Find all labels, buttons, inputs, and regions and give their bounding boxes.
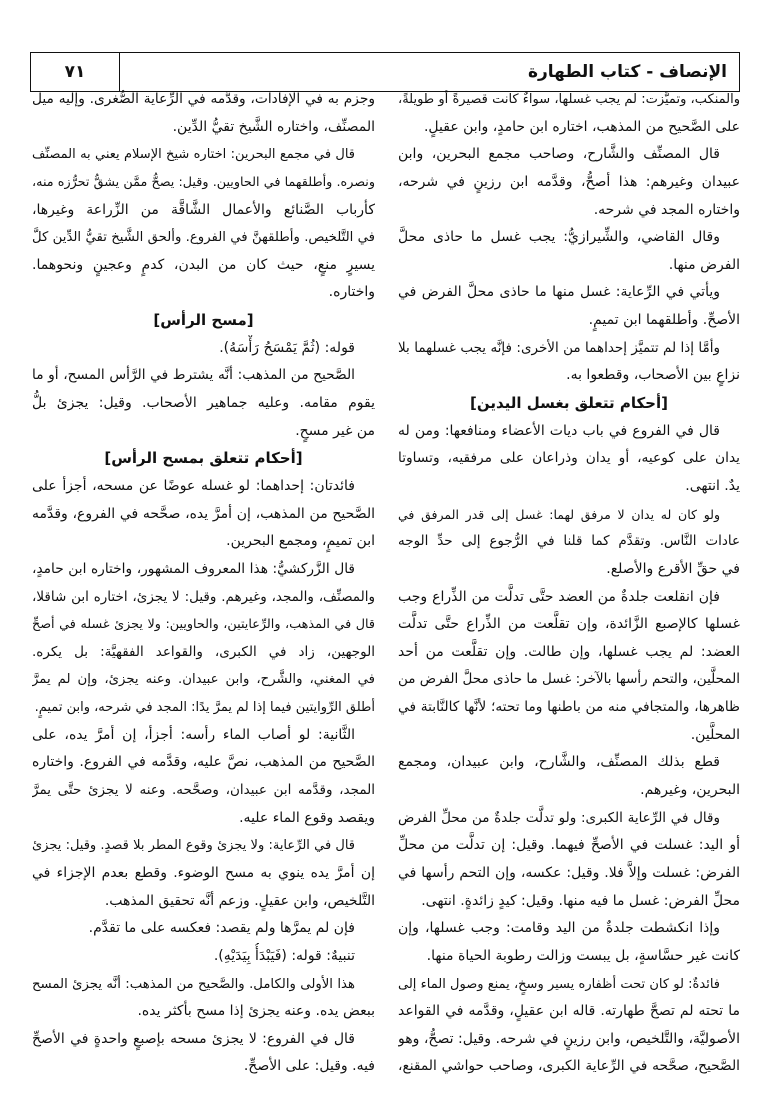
text-line: البحرين، وغيرهم.	[640, 782, 740, 799]
text-line: قطع بذلك المصنِّف، والشَّارح، وابن عبيدان، ومجمع	[398, 754, 720, 771]
paragraph	[32, 943, 375, 971]
text-line: يسيرٍ منعٍ، حيث كان من البدن، كدمٍ وعجينٍ ونحوهما.	[32, 256, 375, 273]
text-line: ويأتي في الرِّعاية: غسل منها ما حاذى محلَّ الفرض في	[398, 284, 720, 301]
paragraph	[32, 86, 375, 141]
paragraph	[398, 501, 740, 584]
text-line: ويقصد وقوع الماء عليه.	[239, 809, 375, 826]
text-line: وقال القاضي، والشِّيرازيُّ: يجب غسل ما حاذى محلَّ	[398, 229, 720, 246]
text-line: ظاهرها، والمتجافي منه من باطنها وما تحته؛ لأنَّها كالنَّابتة في	[398, 699, 740, 716]
text-line: وجزم به في الإفادات، وقدَّمه في الرِّعاية الصُّغرى. وإليه ميل	[32, 91, 375, 107]
text-line: المصنِّف، واختاره الشَّيخ تقيُّ الدِّين.	[172, 118, 375, 135]
text-line: فائدتان: إحداهما: لو غسله عوضًا عن مسحه، أجزأ على	[32, 477, 355, 494]
text-line: أو اليد: غسلت في الأصحِّ فيهما. وقيل: إن تدلَّت من محلِّ	[398, 837, 740, 854]
text-line: وقال في الرِّعاية الكبرى: ولو تدلَّت جلدةٌ من محلِّ الفرض	[398, 809, 720, 826]
paragraph	[398, 805, 740, 916]
heading-text: [أحكام تتعلق بمسح الرأس]	[104, 449, 303, 468]
paragraph	[398, 141, 740, 224]
text-line: قال في الفروع: لا يجزئ مسحه بإصبعٍ واحدةٍ في الأصحِّ	[32, 1030, 355, 1047]
heading-text: [أحكام تتعلق بغسل اليدين]	[470, 394, 668, 413]
text-line: ابن تميمٍ، ومجمع البحرين.	[226, 533, 375, 550]
text-line: الوجهين، زاد في الكبرى، والقواعد الفقهيَّة: بل يكره.	[32, 643, 375, 660]
text-line: ولو كان له يدان لا مرفق لهما: غسل إلى قدر المرفق في	[398, 506, 720, 522]
right-text-column	[398, 86, 740, 1081]
paragraph	[32, 1026, 375, 1081]
text-line: في التَّلخيص. وأطلقهنَّ في الفروع. وألحق الشَّيخ تقيُّ الدِّين كلَّ	[32, 230, 375, 246]
text-line: إن أمرَّ يده ينوي به مسح الوضوء. وقطع بعدم الإجزاء في	[32, 864, 375, 881]
text-line: ببعض يده. وعنه يجزئ إذا مسح بأكثر يده.	[137, 1003, 375, 1020]
paragraph	[32, 473, 375, 556]
paragraph	[398, 971, 740, 1082]
text-line: قال في الفروع في باب ديات الأعضاء ومنافعها: ومن له	[398, 422, 720, 439]
text-line: هذا الأولى والكامل. والصَّحيح من المذهب: أنَّه يجزئ المسح	[32, 976, 355, 992]
text-line: واختاره.	[328, 284, 375, 301]
text-line: قوله: (ثُمَّ يَمْسَحُ رَأْسَهُ).	[219, 339, 355, 356]
text-line: على الصَّحيح من المذهب، اختاره ابن حامدٍ، وابن عقيلٍ.	[423, 118, 740, 135]
paragraph	[32, 832, 375, 915]
paragraph	[32, 971, 375, 1026]
text-line: فإن انقلعت جلدةٌ من العضد حتَّى تدلَّت من الذِّراع وجب	[398, 588, 720, 605]
text-line: المحلَّين، والتحم رأسها بالآخر: غسل ما حاذى محلَّ الفرض من	[398, 671, 740, 688]
text-line: أطلق الرِّوايتين فيما إذا لم يمرَّ يدًا: المجد في شرحه، وابن تميمٍ.	[34, 700, 375, 716]
text-line: قال الزَّركشيُّ: هذا المعروف المشهور، واختاره ابن حامدٍ،	[32, 560, 355, 577]
text-line: ما تحته لم تصحَّ طهارته. قاله ابن عقيلٍ، وقدَّمه في القواعد	[398, 1003, 740, 1020]
text-line: غسلها كالإصبع الزَّائدة، وإن تقلَّعت من الذِّراع حتَّى تدلَّت	[398, 616, 740, 633]
left-text-column	[32, 86, 375, 1081]
paragraph	[398, 335, 740, 390]
text-line: فيه. وقيل: على الأصحِّ.	[243, 1058, 375, 1075]
paragraph	[32, 915, 375, 943]
text-line: فائدةٌ: لو كان تحت أظفاره يسير وسخٍ، يمنع وصول الماء إلى	[398, 976, 720, 992]
section-heading	[32, 445, 375, 473]
text-line: واختاره المجد في شرحه.	[593, 201, 740, 218]
text-line: كانت غير حسَّاسةٍ، بل يبست وزالت رطوبة الحياة منها.	[426, 947, 740, 964]
text-line: الأصحِّ. وأطلقهما ابن تميمٍ.	[588, 312, 740, 329]
section-heading	[398, 390, 740, 418]
text-line: الصَّحيح من المذهب، إن أمرَّ يده، صحَّحه في الفروع، وقدَّمه	[32, 505, 375, 522]
text-line: الثَّانية: لو أصاب الماء رأسه: أجزأ، إن أمرَّ يده، على	[32, 726, 355, 743]
paragraph	[398, 224, 740, 279]
text-line: قال في مجمع البحرين: اختاره شيخ الإسلام يعني به المصنِّف	[32, 147, 355, 163]
page-number: ٧١	[31, 53, 120, 91]
text-line: قال في الرِّعاية: ولا يجزئ وقوع المطر بلا قصدٍ. وقيل: يجزئ	[32, 838, 355, 854]
text-line: نزاعٍ بين الأصحاب، وقطعوا به.	[566, 367, 740, 384]
text-line: كأرباب الصَّنائع والأعمال الشَّاقَّة من الزِّراعة وغيرها،	[32, 201, 375, 218]
paragraph	[32, 141, 375, 307]
heading-text: [مسح الرأس]	[153, 311, 254, 330]
text-line: قال في المذهب، والرِّعايتين، والحاويين: ولا يجزئ غسله في أصحِّ	[32, 617, 375, 633]
running-title: الإنصاف - كتاب الطهارة	[527, 62, 727, 82]
paragraph	[32, 556, 375, 722]
paragraph	[398, 279, 740, 334]
text-line: الفرض منها.	[668, 256, 740, 273]
text-line: المحلَّين.	[690, 726, 740, 743]
paragraph	[32, 362, 375, 445]
text-line: في المغني، والشَّرح، وابن عبيدان. وعنه يجزئ، وإن لم يمرَّ	[32, 672, 375, 688]
text-line: في حقِّ الأقرع والأصلع.	[606, 560, 740, 577]
text-line: ونصره. وأطلقهما في الحاويين. وقيل: يصحُّ ممَّن يشقُّ تحرُّزه منه،	[32, 174, 375, 190]
text-line: يدٌ. انتهى.	[685, 477, 740, 494]
text-line: والمنكب، وتميَّزت: لم يجب غسلها، سواءٌ كانت قصيرةً أو طويلةً،	[398, 92, 740, 107]
text-line: يدان على كوعيه، أو يدان وذراعان على مرفقيه، وتساوتا	[398, 450, 740, 467]
text-line: الصَّحيح من المذهب، نصَّ عليه، وقدَّمه في الفروع. واختاره	[32, 754, 375, 771]
text-line: الفرض: غسلت وإلاَّ فلا. وقيل: عكسه، وإن التحم رأسها في	[398, 864, 740, 881]
paragraph	[398, 584, 740, 750]
text-line: والمصنِّف، والمجد، وغيرهم. وقيل: لا يجزئ، اختاره ابن شاقلا،	[32, 588, 375, 605]
paragraph	[32, 335, 375, 363]
paragraph	[398, 418, 740, 501]
text-line: عادات النَّاس. وتقدَّم كما قلنا في الرُّجوع إلى حدِّ الوجه	[398, 533, 740, 550]
text-line: وأمَّا إذا لم تتميَّز إحداهما من الأخرى: فإنَّه يجب غسلهما بلا	[398, 339, 720, 356]
paragraph	[32, 722, 375, 833]
paragraph	[398, 86, 740, 141]
text-line: يقوم مقامه. وعليه جماهير الأصحاب. وقيل: يجزئ بلُّ	[32, 395, 375, 412]
text-line: التَّلخيص، وابن عقيلٍ. وزعم أنَّه تحقيق المذهب.	[104, 892, 375, 909]
text-line: الصَّحيح من المذهب: أنَّه يشترط في الرَّأس المسح، أو ما	[32, 367, 355, 384]
text-line: عبيدان وغيرهم: هذا أصحُّ، وقدَّمه ابن رزينٍ في شرحه،	[398, 173, 740, 190]
text-line: فإن لم يمرَّها ولم يقصد: فعكسه على ما تقدَّم.	[88, 920, 355, 937]
text-line: العضد: لم يجب غسلها، وإن طالت. وإن تقلَّعت من أحد	[398, 643, 740, 660]
paragraph	[398, 915, 740, 970]
section-heading	[32, 307, 375, 335]
text-line: الأصوليَّة، والتَّلخيص، وابن رزينٍ في شرحه. وقيل: تصحُّ، وهو	[398, 1030, 740, 1047]
text-line: محلِّ الفرض: غسل ما فيه منها. وقيل: كيدٍ زائدةٍ. انتهى.	[421, 892, 740, 909]
text-line: تنبيهٌ: قوله: (فَيَبْدَأُ بِيَدَيْهِ).	[213, 947, 355, 964]
paragraph	[398, 749, 740, 804]
text-line: قال المصنِّف والشَّارح، وصاحب مجمع البحرين، وابن	[398, 146, 720, 163]
text-line: وإذا انكشطت جلدةٌ من اليد وقامت: وجب غسلها، وإن	[398, 920, 720, 937]
text-line: من غير مسحٍ.	[295, 422, 375, 439]
text-line: الصَّحيح، صحَّحه في الرِّعاية الكبرى، وصاحب حواشي المقنع،	[398, 1058, 740, 1075]
text-line: المجد، وقدَّمه ابن عبيدان، وصحَّحه. وعنه لا يجزئ حتَّى يمرَّ	[32, 782, 375, 799]
